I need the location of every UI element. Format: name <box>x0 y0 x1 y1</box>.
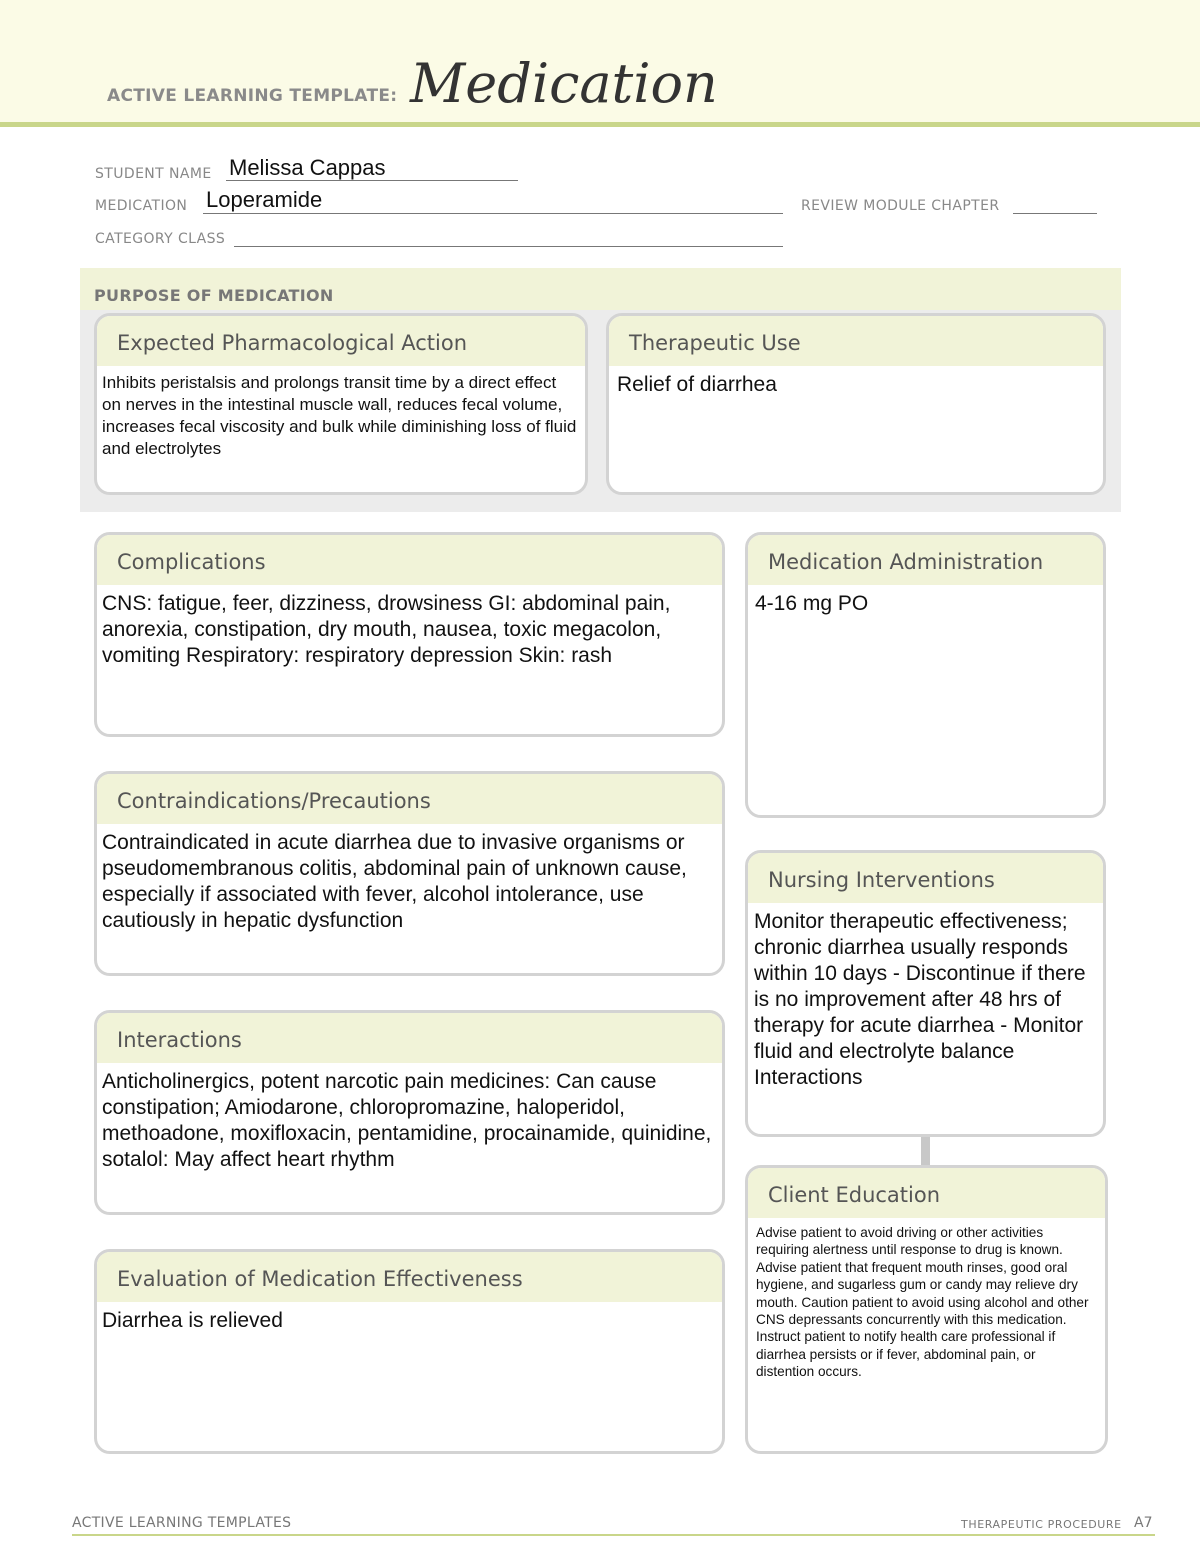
medication-line <box>203 213 783 214</box>
header-divider <box>0 122 1200 127</box>
therapeutic-use-card <box>606 313 1106 495</box>
footer-right-label: THERAPEUTIC PROCEDURE <box>961 1518 1122 1531</box>
therapeutic-use-text[interactable]: Relief of diarrhea <box>617 373 777 396</box>
contraindications-title: Contraindications/Precautions <box>97 774 722 824</box>
category-class-label: CATEGORY CLASS <box>95 231 226 247</box>
contraindications-text[interactable]: Contraindicated in acute diarrhea due to invasive organisms or pseudomembranous colitis, abdominal pain of unknown cause, especially if associated with fever, alcohol intolerance, use cautiously in hepatic dysfunction <box>102 831 687 932</box>
review-module-line <box>1013 213 1097 214</box>
nursing-interventions-text[interactable]: Monitor therapeutic effectiveness; chronic diarrhea usually responds within 10 days - Discontinue if there is no improvement after 48 hrs of therapy for acute diarrhea - Monitor fluid and electrolyte balance Interactions <box>754 910 1086 1089</box>
contraindications-card <box>94 771 725 976</box>
complications-title: Complications <box>97 535 722 585</box>
student-name-field[interactable]: Melissa Cappas <box>229 155 386 180</box>
medication-administration-text[interactable]: 4-16 mg PO <box>755 592 869 615</box>
template-label: ACTIVE LEARNING TEMPLATE: <box>107 86 398 106</box>
medication-label: MEDICATION <box>95 198 188 214</box>
interactions-card <box>94 1010 725 1215</box>
evaluation-card <box>94 1249 725 1454</box>
evaluation-text[interactable]: Diarrhea is relieved <box>102 1309 283 1332</box>
complications-text[interactable]: CNS: fatigue, feer, dizziness, drowsiness GI: abdominal pain, anorexia, constipation, dry mouth, nausea, toxic megacolon, vomiting Respiratory: respiratory depression Skin: rash <box>102 592 671 667</box>
client-education-title: Client Education <box>748 1168 1105 1218</box>
purpose-label: PURPOSE OF MEDICATION <box>94 286 334 305</box>
expected-action-card <box>94 313 588 495</box>
student-name-label: STUDENT NAME <box>95 166 212 182</box>
nursing-interventions-title: Nursing Interventions <box>748 853 1103 903</box>
footer-divider <box>72 1534 1155 1536</box>
category-class-line <box>234 246 783 247</box>
page-title: Medication <box>410 52 718 115</box>
client-education-text[interactable]: Advise patient to avoid driving or other activities requiring alertness until response to drug is known. Advise patient that frequent mouth rinses, good oral hygiene, and sugarless gum or candy may relieve dry mouth. Caution patient to avoid using alcohol and other CNS depressants concurrently with this medication. Instruct patient to notify health care professional if diarrhea persists or if fever, abdominal pain, or distention occurs. <box>756 1225 1089 1380</box>
review-module-label: REVIEW MODULE CHAPTER <box>801 198 1000 214</box>
client-education-card <box>745 1165 1108 1454</box>
nursing-interventions-card <box>745 850 1106 1137</box>
card-connector <box>921 1137 930 1165</box>
complications-card <box>94 532 725 737</box>
page-number: A7 <box>1134 1515 1153 1531</box>
evaluation-title: Evaluation of Medication Effectiveness <box>97 1252 722 1302</box>
expected-action-text[interactable]: Inhibits peristalsis and prolongs transit time by a direct effect on nerves in the intestinal muscle wall, reduces fecal volume, increases fecal viscosity and bulk while diminishing loss of fluid and electrolytes <box>102 373 577 458</box>
footer-left-label: ACTIVE LEARNING TEMPLATES <box>72 1515 292 1531</box>
medication-field[interactable]: Loperamide <box>206 187 323 212</box>
interactions-title: Interactions <box>97 1013 722 1063</box>
medication-administration-title: Medication Administration <box>748 535 1103 585</box>
interactions-text[interactable]: Anticholinergics, potent narcotic pain medicines: Can cause constipation; Amiodarone, chloropromazine, haloperidol, methoadone, moxifloxacin, pentamidine, procainamide, quinidine, sotalol: May affect heart rhythm <box>102 1070 712 1171</box>
medication-administration-card <box>745 532 1106 818</box>
expected-action-title: Expected Pharmacological Action <box>97 316 585 366</box>
therapeutic-use-title: Therapeutic Use <box>609 316 1103 366</box>
